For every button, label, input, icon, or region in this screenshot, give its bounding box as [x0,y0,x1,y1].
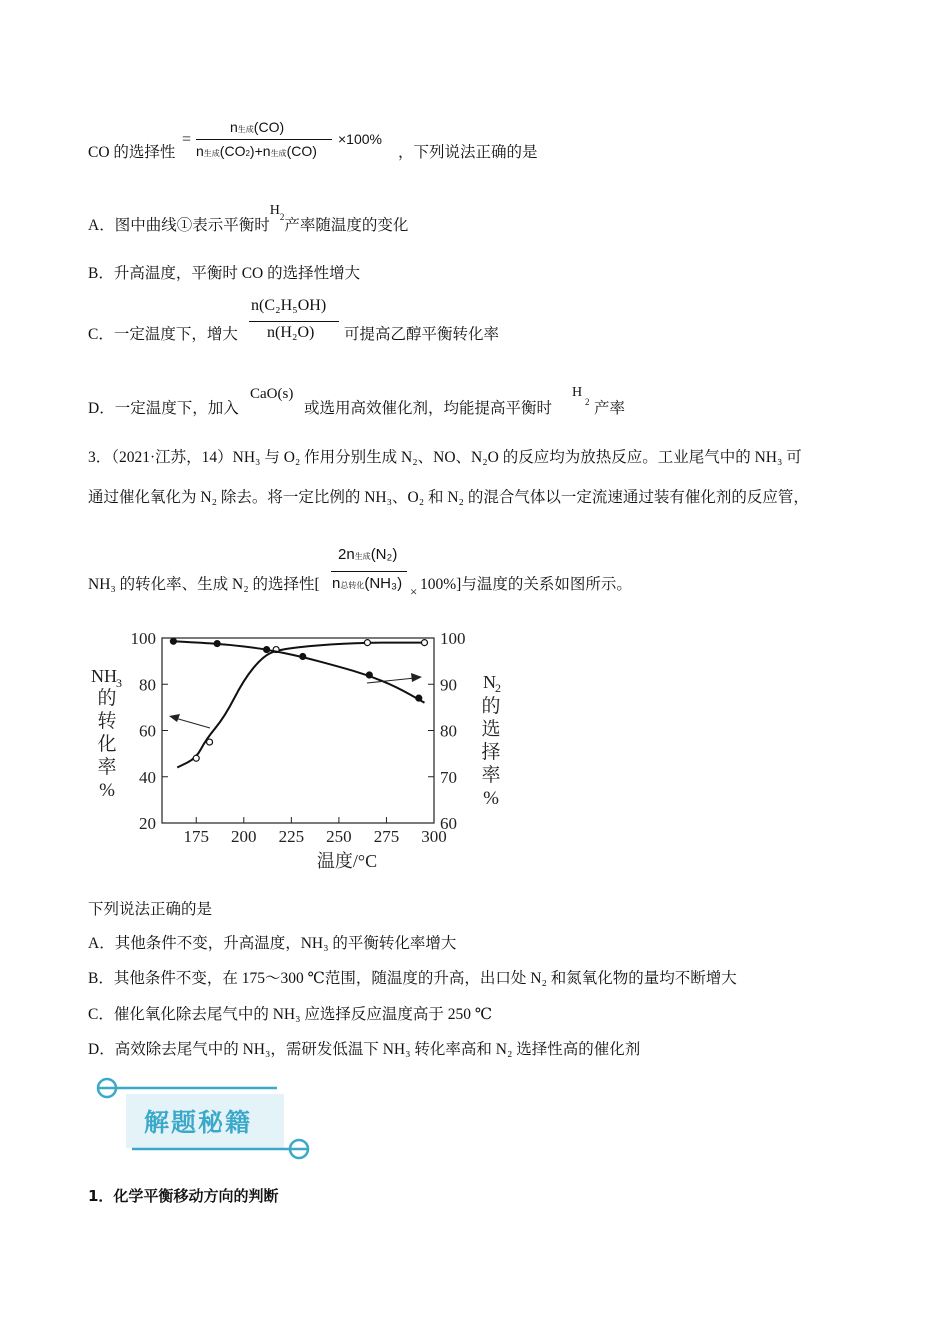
q2-option-c-fraction-bar [249,321,339,322]
left-tick-label: 60 [139,721,156,741]
q2-option-d-text: D．一定温度下，加入 [88,400,239,417]
series-2-line [173,641,424,703]
series-1-point [421,640,427,646]
series-1-point [364,640,370,646]
q2-option-a-tail: 产率随温度的变化 [284,217,409,234]
selectivity-fraction-bar [331,571,407,572]
q3-option-d: D．高效除去尾气中的 NH₃，需研发低温下 NH₃ 转化率高和 N₂ 选择性高的催化剂 [88,1041,641,1058]
left-label-char: 的 [97,688,117,709]
h-symbol: H [269,203,280,218]
right-label-char: % [483,788,499,809]
x-axis-label: 温度/°C [316,851,378,871]
series-2-point [170,638,176,644]
selectivity-numerator [338,546,397,563]
left-label-char: 转 [97,711,117,732]
right-label-char: 择 [481,742,501,763]
num-n: n [230,119,238,135]
left-axis-label [91,666,122,801]
section-heading-1: 1．化学平衡移动方向的判断 [88,1187,279,1205]
cao-formula: CaO(s) [250,386,294,402]
right-label-sub: 2 [495,681,501,695]
right-label-char: 率 [481,765,501,786]
x-axis-ticks [183,817,446,846]
q3-option-c: C．催化氧化除去尾气中的 NH₃ 应选择反应温度高于 250 ℃ [88,1006,493,1023]
times-100-percent: ×100% [338,131,382,147]
den-n: n [196,143,204,159]
tips-banner [92,1074,322,1166]
den-sub2: 生成 [270,149,287,158]
nh3-conversion-chart [85,628,525,876]
x-tick-label: 250 [326,827,352,846]
right-tick-label: 80 [440,721,457,741]
question-tail: ，下列说法正确的是 [398,144,538,161]
q3-line3-tail: 100%]与温度的关系如图所示。 [420,576,632,593]
co-selectivity-label: CO 的选择性 [88,144,176,161]
q2-option-c-tail: 可提高乙醇平衡转化率 [344,326,500,343]
series-2-point [264,647,270,653]
right-label-n: N [483,672,496,692]
q2-option-c-numerator: n(C₂H₅OH) [251,297,327,314]
left-label-sub: 3 [116,676,122,690]
selectivity-denominator [332,575,402,592]
left-tick-label: 20 [139,814,156,833]
q3-stem-line2: 通过催化氧化为 N₂ 除去。将一定比例的 NH₃、O₂ 和 N₂ 的混合气体以一定流速通过装有催化剂的反应管， [88,489,809,506]
h-subscript: 2 [279,212,285,222]
den-co: (CO) [286,143,317,159]
series-2-point [300,654,306,660]
q2-option-a [88,203,409,237]
x-tick-label: 275 [373,827,400,846]
left-tick-label: 80 [139,675,156,695]
left-tick-label: 100 [130,629,156,648]
plot-frame [162,638,434,823]
q3-line3-text: NH₃ 的转化率、生成 N₂ 的选择性[ [88,576,320,593]
q3-option-b: B．其他条件不变，在 175～300 ℃范围，随温度的升高，出口处 N₂ 和氮氧化物的量均不断增大 [88,970,737,987]
left-label-char: 化 [97,734,117,755]
q3-prompt: 下列说法正确的是 [88,901,213,918]
series-2-point [366,672,372,678]
h2-subscript: 2 [585,397,590,407]
den-co2: (CO [219,143,246,159]
num-n2: (N₂) [370,546,398,563]
left-label-nh: NH [91,666,117,686]
right-tick-label: 70 [440,767,457,787]
q3-option-a: A．其他条件不变，升高温度，NH₃ 的平衡转化率增大 [88,935,457,952]
series-2-point [214,641,220,647]
left-label-char: % [99,780,115,801]
series-1-point [193,755,199,761]
x-tick-label: 200 [231,827,257,846]
arrow-to-left-axis [169,714,210,728]
x-tick-label: 300 [421,827,447,846]
num-gen-sub: 生成 [354,552,371,561]
q2-option-d-tail: 产率 [594,400,626,417]
den-nh3: (NH₃) [364,575,403,592]
right-label-char: 选 [481,719,501,740]
left-label-char: 率 [97,757,117,778]
num-co: (CO) [253,119,285,135]
right-tick-label: 90 [440,675,457,695]
times-sign: × [410,584,418,599]
right-tick-label: 100 [440,629,466,648]
x-tick-label: 175 [183,827,209,846]
den-plus: +n [254,143,271,159]
x-tick-label: 225 [278,827,305,846]
left-tick-label: 40 [139,767,156,787]
series-2-point [416,695,422,701]
den-total-sub: 总转化 [340,581,365,590]
banner-title: 解题秘籍 [144,1108,253,1137]
equals-sign: = [182,131,192,148]
q2-option-d-mid: 或选用高效催化剂，均能提高平衡时 [304,400,553,417]
h2-symbol: H [572,385,583,400]
q2-option-b: B．升高温度，平衡时 CO 的选择性增大 [88,265,361,282]
right-axis-label [481,672,501,809]
q2-option-c-text: C．一定温度下，增大 [88,326,238,343]
q3-stem-line1: 3．（2021·江苏，14）NH₃ 与 O₂ 作用分别生成 N₂、NO、N₂O 的反应均为放热反应。工业尾气中的 NH₃ 可 [88,449,802,466]
formula-fraction-bar [196,139,332,140]
formula-denominator [196,143,317,159]
den-sub1: 生成 [203,149,220,158]
series-1-point [207,739,213,745]
series-layer [170,638,427,767]
right-label-char: 的 [481,696,501,717]
den-n: n [332,575,341,592]
q2-option-a-text: A．图中曲线①表示平衡时 [88,217,270,234]
num-2n: 2n [338,546,355,563]
formula-numerator [230,119,284,135]
den-co2-sub: 2 [245,149,250,158]
den-close: ) [249,143,255,159]
series-1-line [177,643,424,768]
num-sub: 生成 [237,125,254,134]
q2-option-c-denominator: n(H₂O) [267,324,315,341]
right-tick-label: 60 [440,814,457,833]
